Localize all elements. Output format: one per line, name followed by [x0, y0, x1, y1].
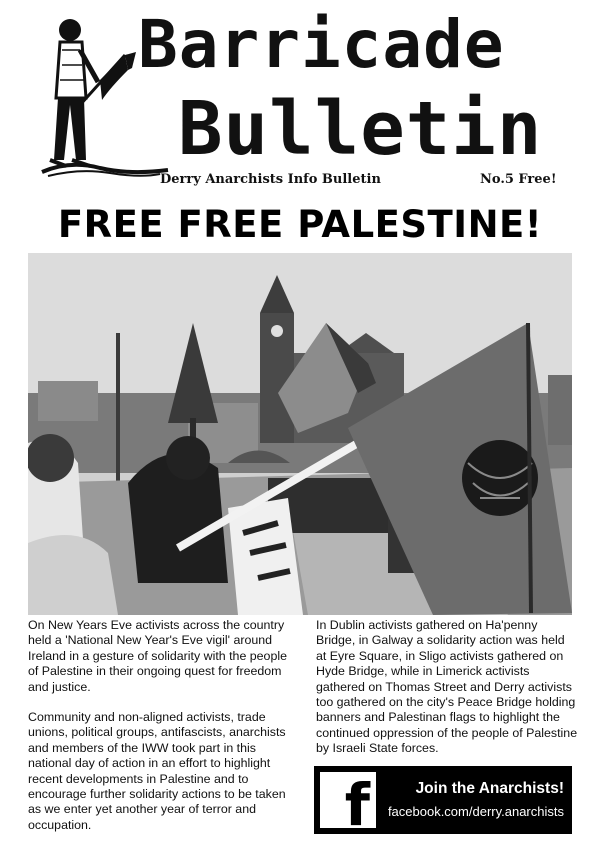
protest-photo [28, 253, 572, 615]
article-right-column [316, 618, 578, 772]
facebook-icon [320, 771, 376, 839]
masthead-subtitle: Derry Anarchists Info Bulletin [160, 172, 381, 187]
masthead-title-line-2: Bulletin [178, 86, 543, 172]
issue-number: No.5 Free! [480, 172, 557, 187]
article-paragraph: On New Years Eve activists across the country held a 'National New Year's Eve vigil' around Ireland in a gesture of solidarity with the people of Palestine in their ongoing quest for freedom and justice. [28, 618, 287, 694]
masthead [0, 0, 600, 195]
masthead-title-line-1: Barricade [138, 6, 505, 83]
article-left-column [28, 618, 300, 848]
article-paragraph: Community and non-aligned activists, trade unions, political groups, antifascists, anarchists and members of the IWW took part in this national day of action in an effort to highlight recent developments in Palestine and to encourage further solidarity actions to be taken as we enter yet another year of terror and occupation. [28, 710, 286, 832]
article-paragraph: In Dublin activists gathered on Ha'penny Bridge, in Galway a solidarity action was held at Eyre Square, in Sligo activists gathered on Hyde Bridge, while in Limerick activists gathered on Thomas Street and Derry activists too gathered on the city's Peace Bridge holding banners and Palestinan flags to highlight the continued oppression of the people of Palestine by Israeli State forces. [316, 618, 578, 756]
facebook-promo-box[interactable] [314, 766, 572, 839]
facebook-url[interactable]: facebook.com/derry.anarchists [387, 804, 564, 819]
headline: FREE FREE PALESTINE! [57, 203, 543, 246]
facebook-icon-glyph: f [344, 771, 370, 839]
join-cta: Join the Anarchists! [415, 780, 564, 797]
